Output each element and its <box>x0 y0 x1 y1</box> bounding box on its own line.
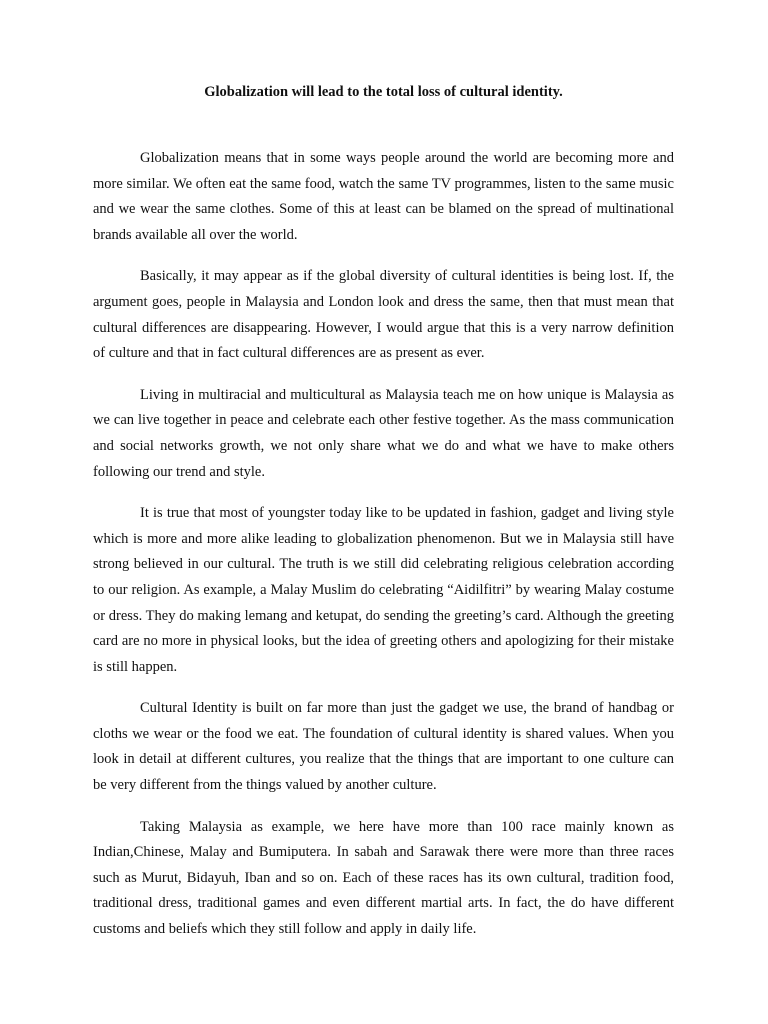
paragraph-5: Cultural Identity is built on far more than just the gadget we use, the brand of handbag or cloths we wear or the food we eat. The foundation of cultural identity is shared values. When you look in detail at different cultures, you realize that the things that are important to one culture can be very different from the things valued by another culture. <box>93 700 674 794</box>
paragraph-6: Taking Malaysia as example, we here have more than 100 race mainly known as Indian,Chinese, Malay and Bumiputera. In sabah and Sarawak there were more than three races such as Murut, Bidayuh, Iban and so on. Each of these races has its own cultural, tradition food, traditional dress, traditional games and even different martial arts. In fact, the do have different customs and beliefs which they still follow and apply in daily life. <box>93 818 674 938</box>
document-page <box>93 82 674 959</box>
paragraph-2: Basically, it may appear as if the global diversity of cultural identities is being lost. If, the argument goes, people in Malaysia and London look and dress the same, then that must mean that cultural differences are disappearing. However, I would argue that this is a very narrow definition of culture and that in fact cultural differences are as present as ever. <box>93 268 674 362</box>
paragraph-1: Globalization means that in some ways people around the world are becoming more and more similar. We often eat the same food, watch the same TV programmes, listen to the same music and we wear the same clothes. Some of this at least can be blamed on the spread of multinational brands available all over the world. <box>93 150 674 243</box>
paragraph-4: It is true that most of youngster today like to be updated in fashion, gadget and living style which is more and more alike leading to globalization phenomenon. But we in Malaysia still have strong believed in our cultural. The truth is we still did celebrating religious celebration according to our religion. As example, a Malay Muslim do celebrating “Aidilfitri” by wearing Malay costume or dress. They do making lemang and ketupat, do sending the greeting’s card. Although the greeting card are no more in physical looks, but the idea of greeting others and apologizing for their mistake is still happen. <box>93 505 674 675</box>
paragraph-3: Living in multiracial and multicultural as Malaysia teach me on how unique is Malaysia as we can live together in peace and celebrate each other festive together. As the mass communication and social networks growth, we not only share what we do and what we have to make others following our trend and style. <box>93 386 674 480</box>
document-title: Globalization will lead to the total loss of cultural identity. <box>204 84 563 100</box>
